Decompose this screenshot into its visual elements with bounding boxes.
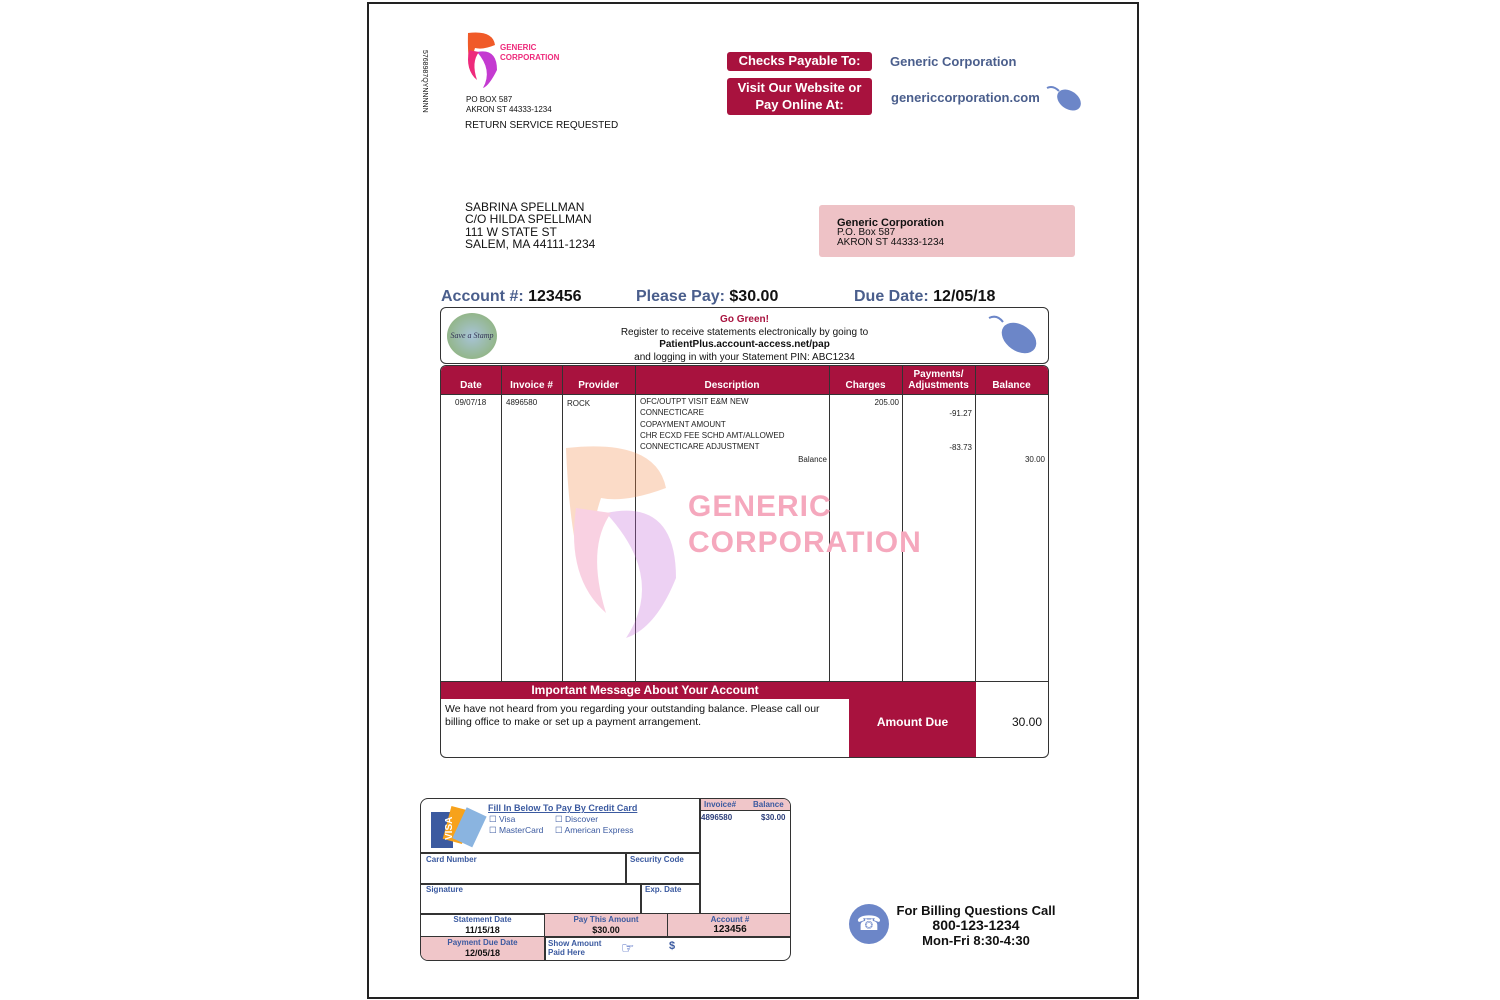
pointing-hand-icon: ☞ [621,940,635,957]
signature-field[interactable]: Signature [426,885,463,894]
account-number: 123456 [528,288,582,305]
go-green-title: Go Green! [720,314,769,325]
remit-name: Generic Corporation [837,217,944,229]
exp-date-field[interactable]: Exp. Date [645,885,682,894]
card-option: MasterCard [499,825,544,835]
message-box [440,681,1049,758]
card-number-field[interactable]: Card Number [426,855,477,864]
pay-amount-label: Pay This Amount [573,915,639,924]
checkbox-mastercard[interactable]: ☐ [489,825,497,835]
credit-cards-icon [429,804,489,850]
payment-due-date: 12/05/18 [464,948,501,958]
logo-mark-icon [463,30,503,88]
coupon-balance: $30.00 [761,813,786,822]
return-line: AKRON ST 44333-1234 [466,105,552,114]
checkbox-discover[interactable]: ☐ [555,814,563,824]
statement-date-label: Statement Date [453,915,512,924]
due-date-label: Due Date: [854,288,929,305]
checkbox-amex[interactable]: ☐ [555,825,563,835]
save-stamp-badge [447,313,497,359]
pay-amount: $30.00 [592,925,620,935]
col-header-date: Date [460,380,482,391]
coupon-invoice: 4896580 [701,813,733,822]
billing-text: For Billing Questions Call [896,903,1056,918]
billing-hours: Mon-Fri 8:30-4:30 [922,933,1030,948]
billing-phone: 800-123-1234 [932,917,1020,933]
balance-header: Balance [753,800,784,809]
recipient-line: SABRINA SPELLMAN [465,200,585,214]
logo-text: CORPORATION [500,53,560,62]
card-option: Discover [565,814,599,824]
description-line: CONNECTICARE ADJUSTMENT [640,442,760,452]
show-amount-label: Show Amount Paid Here [548,939,602,957]
please-pay-label: Please Pay: [636,288,725,305]
checkbox-visa[interactable]: ☐ [489,814,497,824]
message-title: Important Message About Your Account [441,682,849,699]
card-option: American Express [564,825,634,835]
description-line: COPAYMENT AMOUNT [640,419,726,429]
card-option: Visa [499,814,516,824]
watermark-line: CORPORATION [688,526,922,559]
amount-paid-field[interactable]: $ [669,940,676,952]
amount-due-label: Amount Due [849,682,976,758]
row-charge: 205.00 [874,398,899,407]
return-line: PO BOX 587 [466,95,513,104]
description-line: OFC/OUTPT VISIT E&M NEW [640,397,749,406]
remit-address [819,205,1075,257]
go-green-text: Register to receive statements electronically by going to [620,326,869,338]
payment-due-label: Payment Due Date [447,938,518,947]
cc-title: Fill In Below To Pay By Credit Card [488,803,638,813]
go-green-box [440,307,1049,364]
return-address [466,95,552,115]
phone-icon: ☎ [849,904,889,944]
description-line: CHR ECXD FEE SCHD AMT/ALLOWED [640,430,785,440]
side-code: 5768987QYNNNNN [421,50,428,113]
recipient-line: 111 W STATE ST [465,224,557,239]
go-green-url[interactable]: PatientPlus.account-access.net/pap [659,339,830,350]
remit-line: P.O. Box 587 [837,227,896,238]
account-label: Account #: [441,288,524,305]
coupon-account: 123456 [713,924,747,935]
col-header-payments: Payments/ Adjustments [908,369,969,391]
description-line: CONNECTICARE [640,408,705,418]
mouse-icon [1045,85,1085,113]
due-date: 12/05/18 [933,288,996,305]
col-header-description: Description [704,380,760,391]
watermark-line: GENERIC [688,490,832,523]
recipient-address [465,201,595,250]
row-invoice: 4896580 [506,398,538,407]
svg-text:VISA: VISA [444,816,455,840]
recipient-line: SALEM, MA 44111-1234 [465,236,596,251]
col-header-charges: Charges [845,380,886,391]
row-payment: -91.27 [949,409,972,418]
statement-date: 11/15/18 [465,925,500,935]
return-service: RETURN SERVICE REQUESTED [465,120,619,131]
row-date: 09/07/18 [455,398,487,407]
security-code-field[interactable]: Security Code [630,855,684,864]
checks-payable-value: Generic Corporation [890,54,1017,69]
please-pay-amount: $30.00 [729,288,779,305]
remit-line: AKRON ST 44333-1234 [837,237,945,248]
company-logo [463,30,573,90]
website-link[interactable]: genericcorporation.com [891,90,1040,105]
col-header-invoice: Invoice # [510,380,553,391]
coupon-account-label: Account # [710,915,750,924]
charges-table [440,365,1049,682]
website-label-line: Visit Our Website or [737,80,862,95]
row-balance: 30.00 [1024,455,1045,464]
checks-payable-label: Checks Payable To: [727,52,872,71]
watermark-text [688,489,922,561]
payment-coupon [420,798,791,961]
amount-due-value: 30.00 [1011,715,1042,729]
invoice-header: Invoice# [704,800,737,809]
col-header-provider: Provider [578,380,619,391]
mouse-icon [987,314,1042,358]
row-payment: -83.73 [949,443,972,452]
badge-text: Save a Stamp [450,331,494,340]
balance-label: Balance [798,455,827,464]
website-label-line: Pay Online At: [755,97,844,112]
recipient-line: C/O HILDA SPELLMAN [465,212,592,227]
logo-text: GENERIC [500,43,537,52]
summary-row [441,288,582,306]
row-description [640,396,784,452]
billing-info [890,903,1062,948]
go-green-text: and logging in with your Statement PIN: ABC1234 [634,351,855,363]
website-label [727,78,872,115]
card-options [489,814,543,836]
message-body: We have not heard from you regarding your outstanding balance. Please call our billing office to make or set up a payment arrangement. [445,703,820,728]
col-header-balance: Balance [992,380,1031,391]
row-provider: ROCK [567,399,591,408]
